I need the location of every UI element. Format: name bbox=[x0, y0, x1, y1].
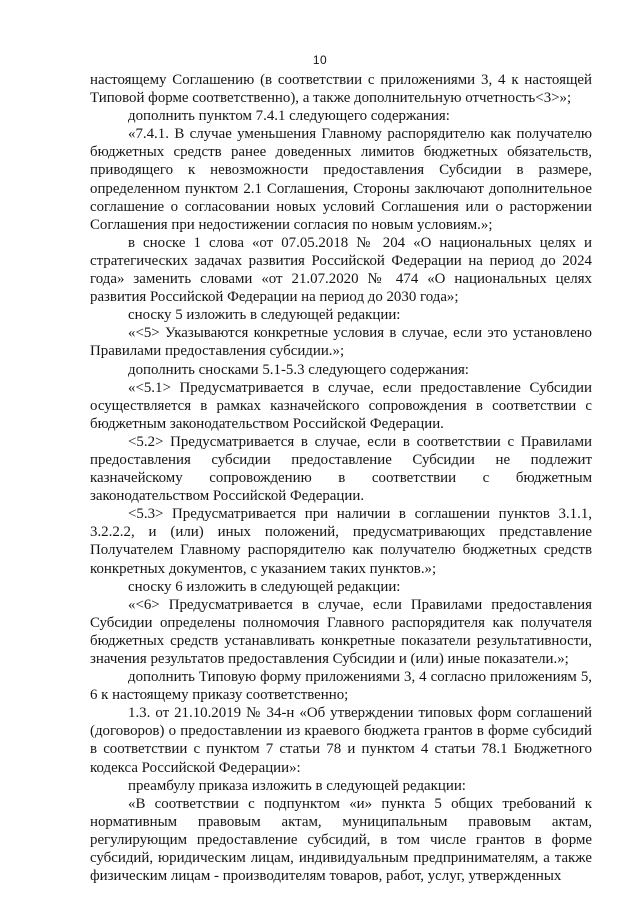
paragraph: сноску 6 изложить в следующей редакции: bbox=[128, 578, 401, 595]
paragraph: в сноске 1 слова «от 07.05.2018 № 204 «О национальных целях и стратегических задачах развития Российской Федерации на период до 2024 года» заменить словами «от 21.07.2020 № 474 «О национальных целях развития Российской Федерации на период до 2030 года»; bbox=[90, 234, 592, 306]
paragraph: 1.3. от 21.10.2019 № 34-н «Об утверждении типовых форм соглашений (договоров) о предоставлении из краевого бюджета грантов в форме субсидий в соответствии с пунктом 7 статьи 78 и пунктом 4 статьи 78.1 Бюджетного кодекса Российской Федерации»: bbox=[90, 705, 592, 776]
paragraph: «<5> Указываются конкретные условия в случае, если это установлено Правилами предоставления субсидии.»; bbox=[90, 325, 592, 360]
paragraph: «7.4.1. В случае уменьшения Главному распорядителю как получателю бюджетных средств ранее доведенных лимитов бюджетных обязательств, приводящего к невозможности предоставления Субсидии в размере, определенном пунктом 2.1 Соглашения, Стороны заключают дополнительное соглашение о согласовании новых условий Соглашения или о расторжении Соглашения при недостижении согласия по новым условиям.»; bbox=[90, 126, 592, 233]
paragraph: дополнить сносками 5.1-5.3 следующего содержания: bbox=[128, 361, 469, 378]
page-number: 10 bbox=[312, 53, 328, 67]
paragraph: <5.2> Предусматривается в случае, если в соответствии с Правилами предоставления субсидии предоставление Субсидии не подлежит казначейскому сопровождению в соответствии с бюджетным законодательством Российской Федерации. bbox=[90, 433, 592, 505]
paragraph: сноску 5 изложить в следующей редакции: bbox=[128, 307, 401, 324]
paragraph: преамбулу приказа изложить в следующей редакции: bbox=[128, 777, 466, 794]
paragraph: <5.3> Предусматривается при наличии в соглашении пунктов 3.1.1, 3.2.2.2, и (или) иных положений, предусматривающих представление Получателем Главному распорядителю как получателю бюджетных средств конкретных документов, с указанием таких пунктов.»; bbox=[90, 506, 592, 577]
paragraph: дополнить Типовую форму приложениями 3, 4 согласно приложениям 5, 6 к настоящему приказу соответственно; bbox=[90, 669, 592, 704]
paragraph: настоящему Соглашению (в соответствии с приложениями 3, 4 к настоящей Типовой форме соответственно), а также дополнительную отчетность<3>»; bbox=[90, 72, 592, 107]
paragraph: «В соответствии с подпунктом «и» пункта 5 общих требований к нормативным правовым актам, муниципальным правовым актам, регулирующим предоставление субсидий, в том числе грантов в форме субсидий, юридическим лицам, индивидуальным предпринимателям, а также физическим лицам - производителям товаров, работ, услуг, утвержденных bbox=[90, 795, 592, 885]
paragraph: «<6> Предусматривается в случае, если Правилами предоставления Субсидии определены полномочия Главного распорядителя как получателя бюджетных средств устанавливать конкретные показатели результативности, значения результатов предоставления Субсидии и (или) иные показатели.»; bbox=[90, 596, 592, 667]
paragraph: «<5.1> Предусматривается в случае, если предоставление Субсидии осуществляется в рамках казначейского сопровождения в соответствии с бюджетным законодательством Российской Федерации. bbox=[90, 379, 592, 432]
paragraph: дополнить пунктом 7.4.1 следующего содержания: bbox=[128, 108, 450, 125]
body-text bbox=[90, 71, 592, 885]
